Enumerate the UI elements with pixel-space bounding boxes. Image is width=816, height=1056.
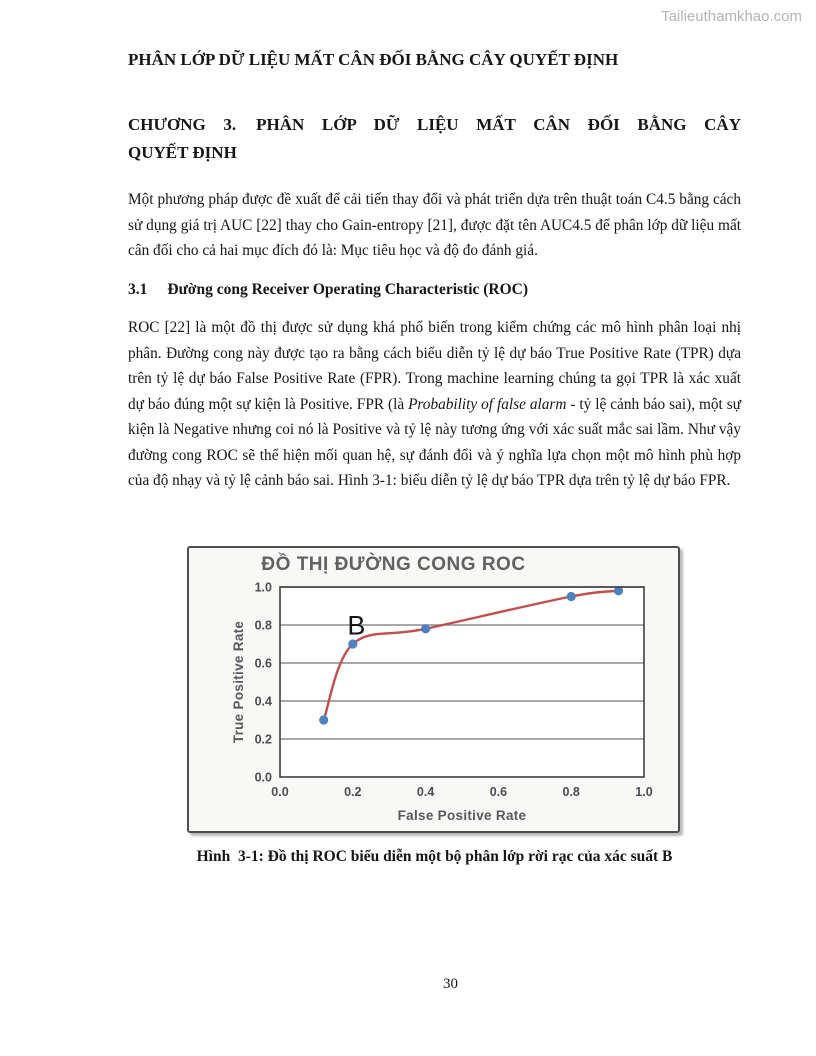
point-annotation: B [347, 610, 366, 641]
roc-chart [187, 546, 680, 833]
svg-text:0.0: 0.0 [254, 770, 272, 785]
chart-title: ĐỒ THỊ ĐƯỜNG CONG ROC [261, 554, 526, 575]
paragraph-roc [128, 315, 741, 494]
y-axis-title: True Positive Rate [231, 620, 246, 744]
paragraph-roc-text-1: ROC [22] là một đồ thị được sử dụng khá phổ biến trong kiểm chứng các mô hình phân loại nhị phân. Đường cong này được tạo ra bằng cách biểu diễn tỷ lệ dự báo True Positive Rate (TPR) dựa trên tỷ lệ dự báo False Positive Rate (FPR). Trong machine learning chúng ta gọi TPR là xác xuất dự báo đúng một sự kiện là Positive. FPR (là [128, 319, 741, 413]
chapter-heading-line1 [128, 111, 741, 139]
section-number: 3.1 [128, 281, 148, 298]
paragraph-roc-text-2: - tỷ lệ cảnh báo sai), một sự kiện là Negative nhưng coi nó là Positive và tỷ lệ này tương ứng với xác suất mắc sai lầm. Như vậy đường cong ROC sẽ thể hiện mối quan hệ, sự đánh đổi và ý nghĩa lựa chọn một mô hình phù hợp của độ nhạy và tỷ lệ cảnh báo sai. Hình 3-1: biểu diễn tỷ lệ dự báo TPR dựa trên tỷ lệ dự báo FPR. [128, 395, 742, 489]
svg-text:1.0: 1.0 [635, 785, 653, 799]
page-number: 30 [443, 976, 458, 992]
document-title: PHÂN LỚP DỮ LIỆU MẤT CÂN ĐỐI BẰNG CÂY QUYẾT ĐỊNH [128, 50, 619, 69]
roc-data-point [567, 592, 576, 601]
svg-text:0.6: 0.6 [254, 656, 272, 671]
chapter-title-part2: QUYẾT ĐỊNH [128, 143, 237, 162]
figure-caption: Hình 3-1: Đồ thị ROC biểu diễn một bộ phân lớp rời rạc của xác suất B [196, 848, 673, 865]
section-heading [128, 280, 741, 300]
section-title: Đường cong Receiver Operating Characteristic (ROC) [167, 281, 529, 298]
svg-text:0.4: 0.4 [416, 785, 435, 799]
svg-text:0.8: 0.8 [254, 618, 272, 633]
watermark: Tailieuthamkhao.com [661, 8, 802, 25]
svg-text:0.6: 0.6 [489, 785, 508, 799]
paragraph-roc-italic: Probability of false alarm [408, 395, 567, 413]
chapter-label: CHƯƠNG 3. [128, 115, 237, 134]
roc-data-point [319, 715, 328, 724]
roc-curve-svg [189, 548, 674, 827]
x-axis-title: False Positive Rate [397, 808, 527, 823]
svg-text:0.0: 0.0 [271, 785, 289, 799]
svg-text:0.8: 0.8 [562, 785, 580, 799]
svg-text:1.0: 1.0 [254, 580, 272, 595]
paragraph-intro: Một phương pháp được đề xuất để cải tiến thay đổi và phát triển dựa trên thuật toán C4.5 bằng cách sử dụng giá trị AUC [22] thay cho Gain-entropy [21], được đặt tên AUC4.5 để phân lớp dữ liệu mất cân đối cho cả hai mục đích đó là: Mục tiêu học và độ đo đánh giá. [128, 191, 741, 259]
svg-text:0.4: 0.4 [254, 694, 272, 709]
svg-text:0.2: 0.2 [254, 732, 272, 747]
chapter-heading [128, 111, 741, 167]
chapter-title-part1: PHÂN LỚP DỮ LIỆU MẤT CÂN ĐỐI BẰNG CÂY [256, 115, 741, 134]
roc-data-point [421, 624, 430, 633]
roc-data-point [348, 639, 357, 648]
svg-text:0.2: 0.2 [344, 785, 362, 799]
